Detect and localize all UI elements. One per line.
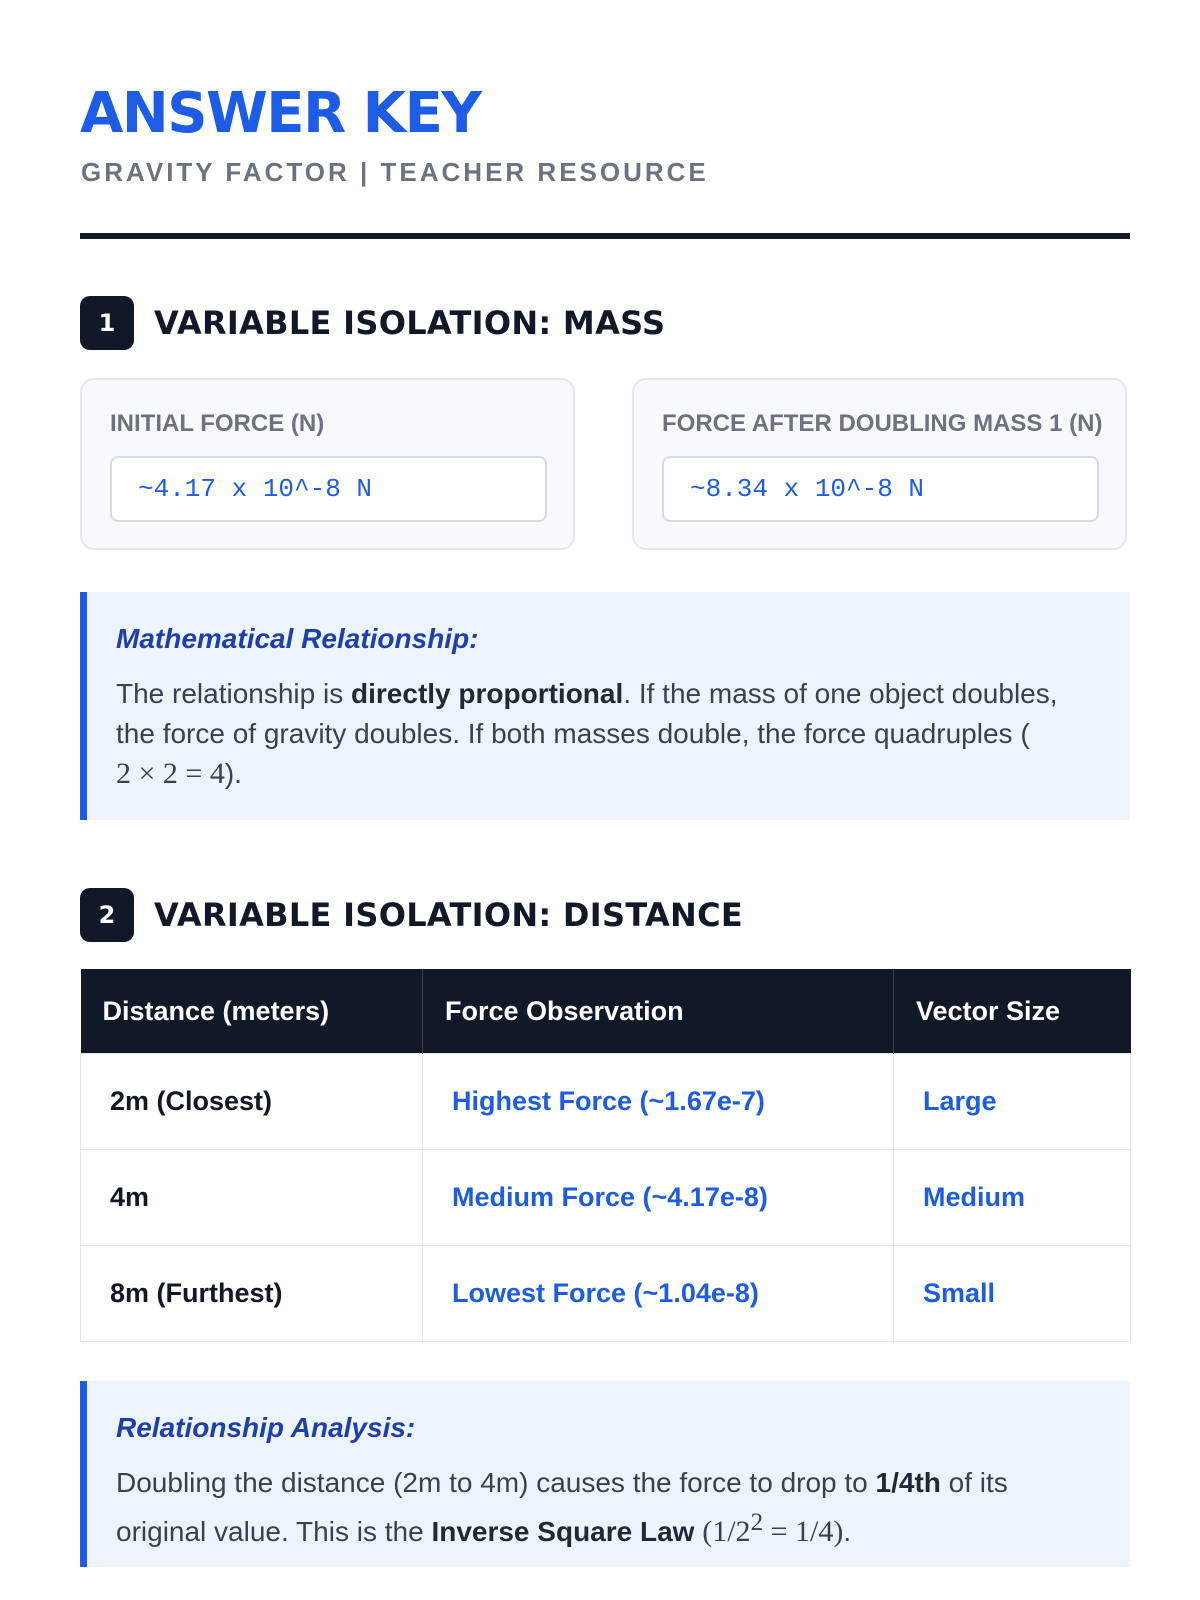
distance-callout-math bbox=[702, 1509, 844, 1548]
header-divider bbox=[80, 233, 1130, 239]
distance-callout-body bbox=[116, 1463, 1080, 1552]
mass-callout-text-2: . If the mass of one object doubles, the force of gravity doubles. If both masses double, the force quadruples ( bbox=[116, 678, 1058, 749]
initial-force-card bbox=[80, 378, 575, 550]
section-1-title: VARIABLE ISOLATION: MASS bbox=[154, 304, 666, 342]
distance-cell: 2m (Closest) bbox=[81, 1054, 423, 1150]
page-subtitle: GRAVITY FACTOR | TEACHER RESOURCE bbox=[81, 157, 709, 187]
header-force-observation: Force Observation bbox=[423, 969, 894, 1054]
distance-callout-text-4: . bbox=[843, 1516, 852, 1547]
section-2-heading bbox=[80, 888, 743, 942]
distance-math-exponent: 2 bbox=[750, 1509, 764, 1536]
distance-math-part-a: (1/2 bbox=[702, 1515, 751, 1548]
table-row bbox=[81, 1150, 1131, 1246]
distance-callout-title: Relationship Analysis: bbox=[116, 1412, 416, 1443]
mass-callout-math: 2 × 2 = 4 bbox=[116, 757, 225, 790]
mass-relationship-callout bbox=[80, 592, 1130, 820]
distance-callout-bold-2: Inverse Square Law bbox=[431, 1516, 695, 1547]
section-2-number-badge: 2 bbox=[80, 888, 134, 942]
distance-math-part-b: = 1/4) bbox=[763, 1515, 844, 1548]
distance-table bbox=[80, 969, 1131, 1342]
header-distance: Distance (meters) bbox=[81, 969, 423, 1054]
distance-cell: 4m bbox=[81, 1150, 423, 1246]
initial-force-label: INITIAL FORCE (N) bbox=[110, 410, 325, 437]
mass-callout-text-3: ). bbox=[224, 758, 242, 789]
mass-callout-body bbox=[116, 674, 1080, 794]
table-row bbox=[81, 1054, 1131, 1150]
force-cell: Medium Force (~4.17e-8) bbox=[423, 1150, 894, 1246]
vector-size-cell: Large bbox=[894, 1054, 1131, 1150]
initial-force-field[interactable] bbox=[110, 456, 547, 522]
table-row bbox=[81, 1246, 1131, 1342]
section-2-title: VARIABLE ISOLATION: DISTANCE bbox=[154, 896, 744, 934]
force-cell: Highest Force (~1.67e-7) bbox=[423, 1054, 894, 1150]
header-vector-size: Vector Size bbox=[894, 969, 1131, 1054]
distance-cell: 8m (Furthest) bbox=[81, 1246, 423, 1342]
force-cell: Lowest Force (~1.04e-8) bbox=[423, 1246, 894, 1342]
distance-callout-text-1: Doubling the distance (2m to 4m) causes the force to drop to bbox=[116, 1467, 876, 1498]
mass-callout-title: Mathematical Relationship: bbox=[116, 623, 479, 654]
table-header-row bbox=[81, 969, 1131, 1054]
distance-analysis-callout bbox=[80, 1381, 1130, 1567]
mass-callout-text-1: The relationship is bbox=[116, 678, 352, 709]
section-1-heading bbox=[80, 296, 665, 350]
distance-callout-bold-1: 1/4th bbox=[875, 1467, 941, 1498]
doubled-force-field[interactable] bbox=[662, 456, 1099, 522]
page-title: ANSWER KEY bbox=[80, 81, 481, 146]
section-1-number-badge: 1 bbox=[80, 296, 134, 350]
mass-callout-bold-1: directly proportional bbox=[351, 678, 624, 709]
distance-callout-text-2: of its original value. This is the bbox=[116, 1467, 1008, 1547]
vector-size-cell: Medium bbox=[894, 1150, 1131, 1246]
doubled-force-label: FORCE AFTER DOUBLING MASS 1 (N) bbox=[662, 410, 1103, 437]
doubled-force-card bbox=[632, 378, 1127, 550]
vector-size-cell: Small bbox=[894, 1246, 1131, 1342]
